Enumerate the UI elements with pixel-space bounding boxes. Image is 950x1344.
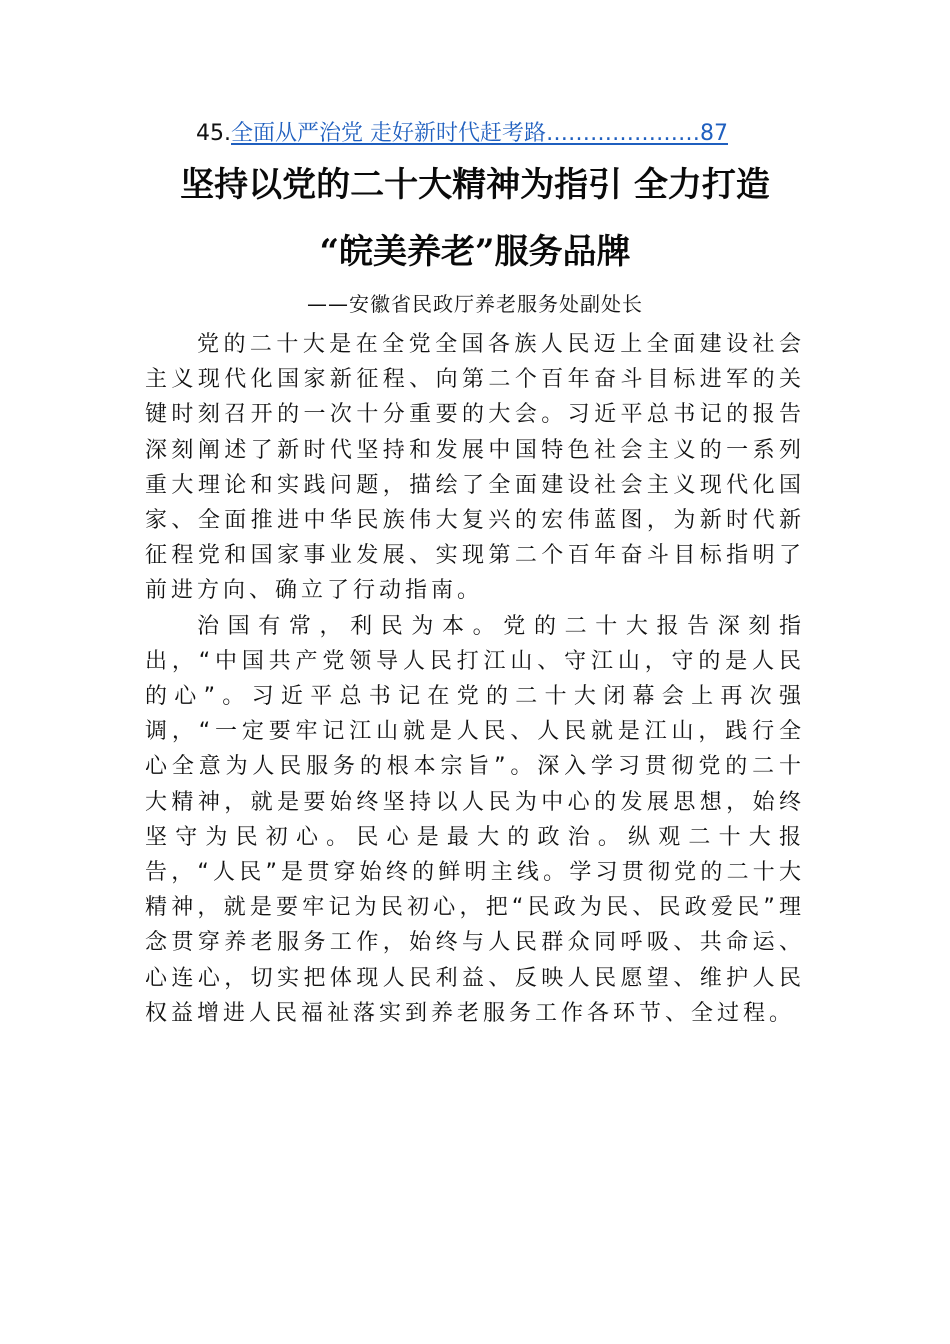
body-paragraph: 党的二十大是在全党全国各族人民迈上全面建设社会主义现代化国家新征程、向第二个百年奋斗目标进军的关键时刻召开的一次十分重要的大会。习近平总书记的报告深刻阐述了新时代坚持和发展中国特色社会主义的一系列重大理论和实践问题，描绘了全面建设社会主义现代化国家、全面推进中华民族伟大复兴的宏伟蓝图，为新时代新征程党和国家事业发展、实现第二个百年奋斗目标指明了前进方向、确立了行动指南。 bbox=[145, 332, 805, 604]
toc-entry bbox=[196, 118, 808, 150]
toc-number: 45. bbox=[196, 121, 231, 146]
toc-link[interactable]: 全面从严治党 走好新时代赶考路…………………87 bbox=[231, 121, 728, 146]
document-title-line-2: “皖美养老”服务品牌 bbox=[319, 232, 631, 272]
document-subtitle: ——安徽省民政厅养老服务处副处长 bbox=[307, 292, 643, 316]
body-paragraph: 治国有常，利民为本。党的二十大报告深刻指出，“中国共产党领导人民打江山、守江山，守的是人民的心”。习近平总书记在党的二十大闭幕会上再次强调，“一定要牢记江山就是人民、人民就是江山，践行全心全意为人民服务的根本宗旨”。深入学习贯彻党的二十大精神，就是要始终坚持以人民为中心的发展思想，始终坚守为民初心。民心是最大的政治。纵观二十大报告，“人民”是贯穿始终的鲜明主线。学习贯彻党的二十大精神，就是要牢记为民初心，把“民政为民、民政爱民”理念贯穿养老服务工作，始终与人民群众同呼吸、共命运、心连心，切实把体现人民利益、反映人民愿望、维护人民权益增进人民福祉落实到养老服务工作各环节、全过程。 bbox=[145, 613, 805, 1026]
document-body bbox=[145, 327, 805, 1031]
document-title-line-1: 坚持以党的二十大精神为指引 全力打造 bbox=[180, 165, 770, 205]
